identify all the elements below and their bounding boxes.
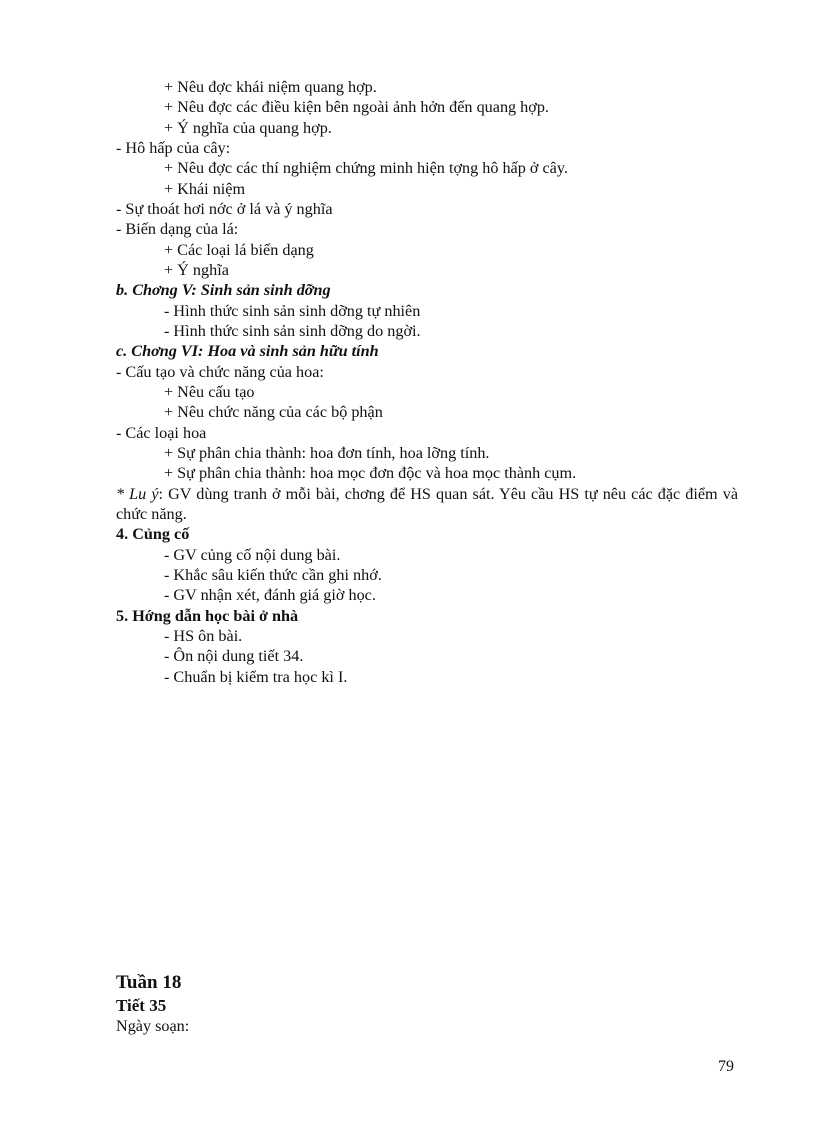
list-item: - Hình thức sinh sản sinh dỡng do ngời. <box>164 322 421 340</box>
lesson-heading: Tiết 35 <box>116 996 167 1015</box>
note-label: * Lu ý <box>116 485 159 503</box>
section-heading: b. Chơng V: Sinh sản sinh dỡng <box>116 281 331 299</box>
list-item: + Sự phân chia thành: hoa mọc đơn độc và hoa mọc thành cụm. <box>164 464 577 482</box>
note-text: : GV dùng tranh ở mỗi bài, chơng để HS quan sát. Yêu cầu HS tự nêu các đặc điểm và chức năng. <box>116 485 739 523</box>
list-item: + Nêu đợc các thí nghiệm chứng minh hiện tợng hô hấp ở cây. <box>164 159 568 177</box>
list-item: + Nêu đợc khái niệm quang hợp. <box>164 78 377 96</box>
list-item: + Nêu cấu tạo <box>164 383 255 401</box>
list-item: + Sự phân chia thành: hoa đơn tính, hoa lỡng tính. <box>164 444 490 462</box>
list-item: - Ôn nội dung tiết 34. <box>164 647 304 665</box>
list-item: + Ý nghĩa <box>164 261 229 279</box>
note-paragraph <box>116 484 738 524</box>
list-item: - Chuẩn bị kiểm tra học kì I. <box>164 668 348 686</box>
list-item: - Khắc sâu kiến thức cần ghi nhớ. <box>164 566 382 584</box>
list-item: + Các loại lá biến dạng <box>164 241 314 259</box>
list-item: - GV nhận xét, đánh giá giờ học. <box>164 586 376 604</box>
section-heading: 4. Củng cố <box>116 525 190 543</box>
section-heading: 5. Hớng dẫn học bài ở nhà <box>116 607 299 625</box>
list-item: + Khái niệm <box>164 180 246 198</box>
date-label: Ngày soạn: <box>116 1017 190 1035</box>
page-number: 79 <box>718 1058 734 1075</box>
section-heading: c. Chơng VI: Hoa và sinh sản hữu tính <box>116 342 379 360</box>
list-item: - Biến dạng của lá: <box>116 220 239 238</box>
list-item: - Hô hấp của cây: <box>116 139 231 157</box>
list-item: - Hình thức sinh sản sinh dỡng tự nhiên <box>164 302 421 320</box>
list-item: + Nêu chức năng của các bộ phận <box>164 403 383 421</box>
list-item: - GV củng cố nội dung bài. <box>164 546 341 564</box>
week-heading: Tuần 18 <box>116 972 182 993</box>
list-item: - Các loại hoa <box>116 424 207 442</box>
list-item: - Cấu tạo và chức năng của hoa: <box>116 363 324 381</box>
list-item: + Ý nghĩa của quang hợp. <box>164 119 332 137</box>
list-item: - Sự thoát hơi nớc ở lá và ý nghĩa <box>116 200 333 218</box>
list-item: - HS ôn bài. <box>164 627 243 645</box>
list-item: + Nêu đợc các điều kiện bên ngoài ảnh hởn đến quang hợp. <box>164 98 549 116</box>
